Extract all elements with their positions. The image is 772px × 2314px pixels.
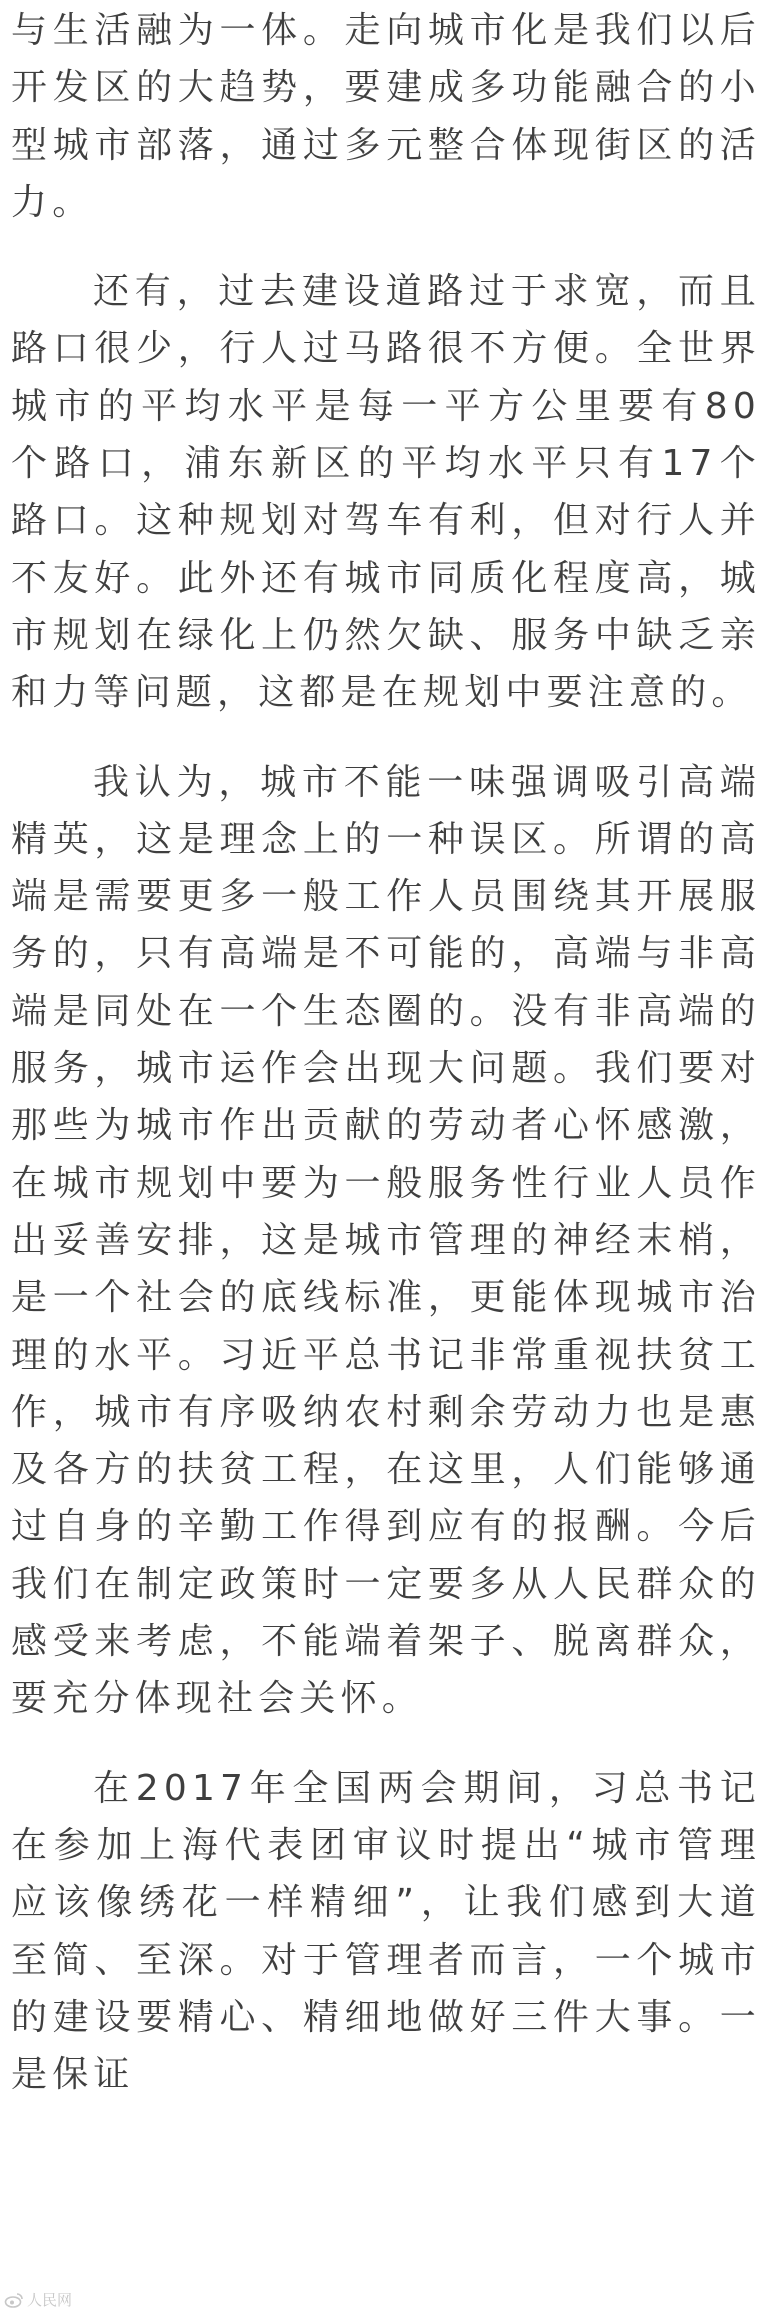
watermark [4, 2289, 72, 2310]
paragraph-continuation: 与生活融为一体。走向城市化是我们以后开发区的大趋势，要建成多功能融合的小型城市部落，通过多元整合体现街区的活力。 [11, 10, 761, 223]
watermark-text: 人民网 [27, 2291, 73, 2309]
paragraph-two-sessions: 在2017年全国两会期间，习总书记在参加上海代表团审议时提出“城市管理应该像绣花一样精细”，让我们感到大道至简、至深。对于管理者而言，一个城市的建设要精心、精细地做好三件大事。一是保证 [11, 1767, 761, 2096]
paragraph-high-end-talent: 我认为，城市不能一味强调吸引高端精英，这是理念上的一种误区。所谓的高端是需要更多一般工作人员围绕其开展服务的，只有高端是不可能的，高端与非高端是同处在一个生态圈的。没有非高端的服务，城市运作会出现大问题。我们要对那些为城市作出贡献的劳动者心怀感激，在城市规划中要为一般服务性行业人员作出妥善安排，这是城市管理的神经末梢，是一个社会的底线标准，更能体现城市治理的水平。习近平总书记非常重视扶贫工作，城市有序吸纳农村剩余劳动力也是惠及各方的扶贫工程，在这里，人们能够通过自身的辛勤工作得到应有的报酬。今后我们在制定政策时一定要多从人民群众的感受来考虑，不能端着架子、脱离群众，要充分体现社会关怀。 [11, 761, 761, 1720]
paragraph-road-planning: 还有，过去建设道路过于求宽，而且路口很少，行人过马路很不方便。全世界城市的平均水平是每一平方公里要有80个路口，浦东新区的平均水平只有17个路口。这种规划对驾车有利，但对行人并不友好。此外还有城市同质化程度高，城市规划在绿化上仍然欠缺、服务中缺乏亲和力等问题，这都是在规划中要注意的。 [11, 271, 761, 714]
weibo-icon [4, 2292, 24, 2308]
